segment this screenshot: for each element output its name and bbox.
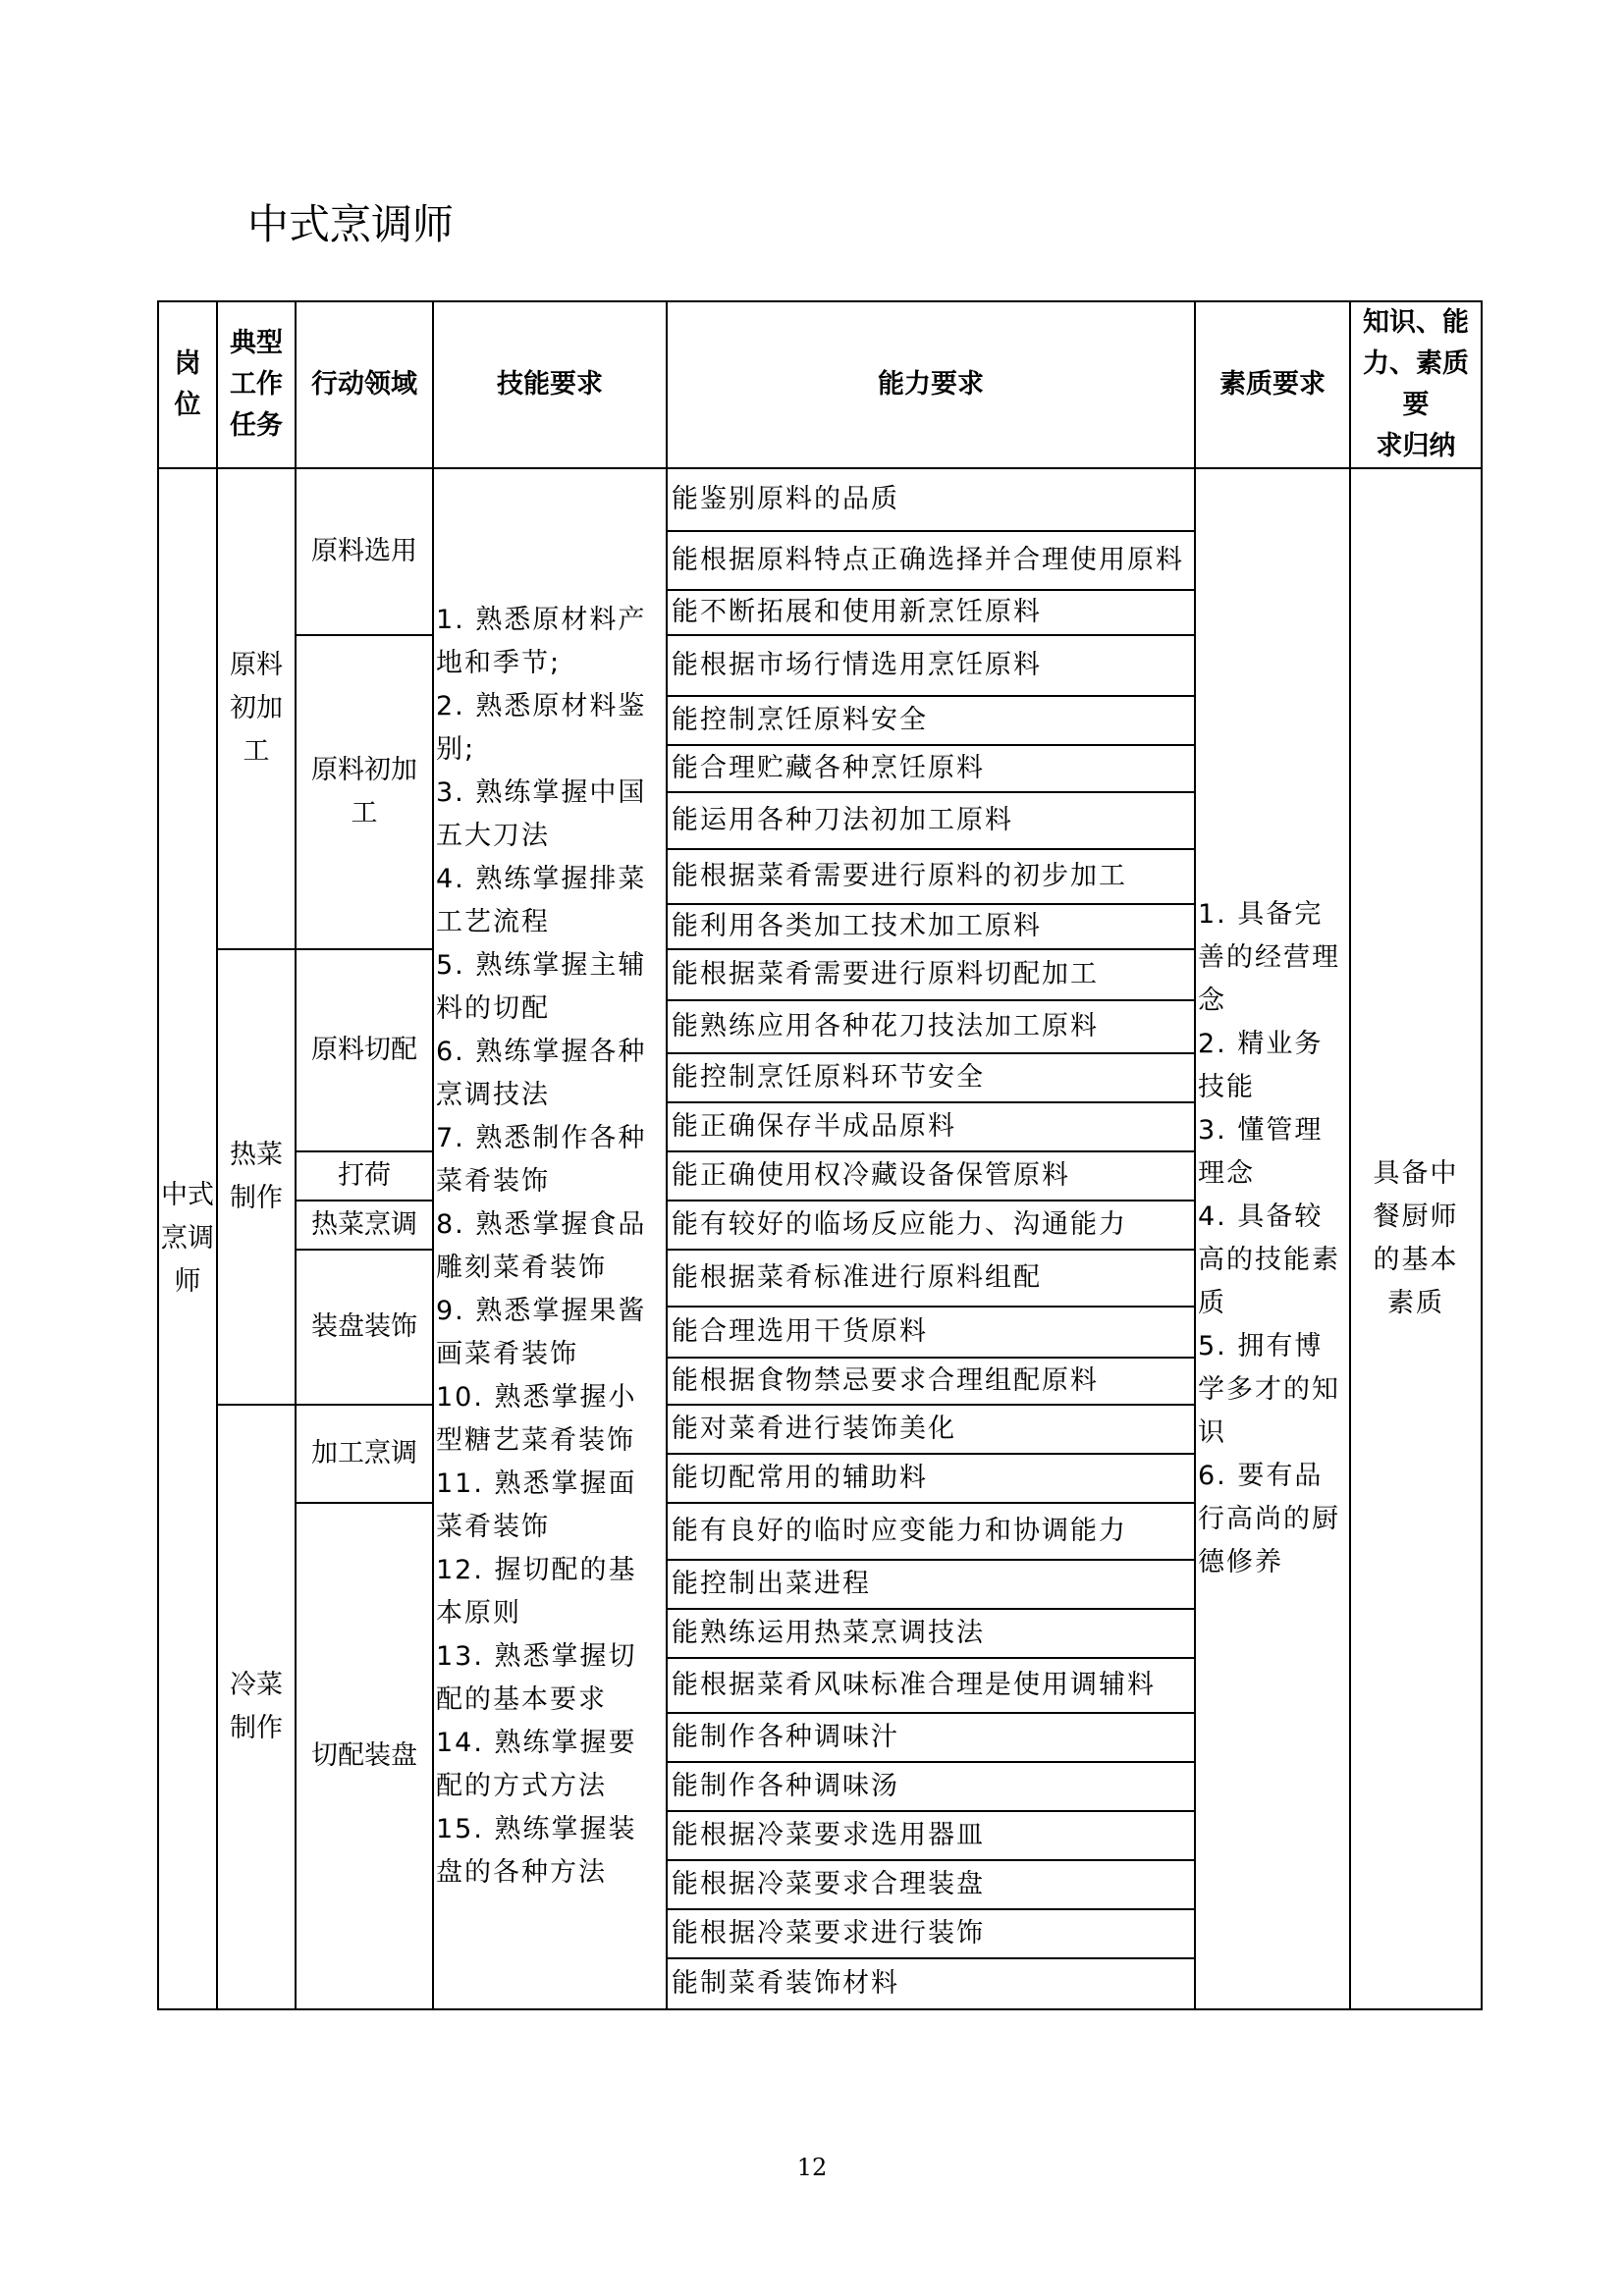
task-cell-2: 热菜 制作	[217, 949, 296, 1405]
ability-item: 能制作各种调味汤	[667, 1762, 1195, 1811]
domain-cell-3: 原料切配	[296, 949, 433, 1151]
page-number: 12	[796, 2154, 828, 2181]
page-title: 中式烹调师	[247, 200, 455, 248]
summary-cell: 具备中餐厨师的基本素质	[1350, 468, 1482, 2009]
header-task: 典型 工作 任务	[217, 301, 296, 468]
ability-item: 能鉴别原料的品质	[667, 468, 1195, 531]
domain-cell-8: 切配装盘	[296, 1503, 433, 2009]
ability-item: 能合理贮藏各种烹饪原料	[667, 745, 1195, 792]
ability-item: 能不断拓展和使用新烹饪原料	[667, 590, 1195, 635]
header-domain: 行动领域	[296, 301, 433, 468]
ability-item: 能根据冷菜要求进行装饰	[667, 1909, 1195, 1958]
post-cell: 中式 烹调 师	[158, 468, 217, 2009]
domain-cell-7: 加工烹调	[296, 1405, 433, 1503]
ability-item: 能根据菜肴需要进行原料切配加工	[667, 949, 1195, 1000]
header-row	[158, 301, 1482, 468]
quality-requirements: 1. 具备完善的经营理念 2. 精业务技能 3. 懂管理理念 4. 具备较高的技能素质 5. 拥有博学多才的知识 6. 要有品行高尚的厨德修养	[1195, 468, 1350, 2009]
skill-requirements: 1. 熟悉原材料产地和季节; 2. 熟悉原材料鉴别; 3. 熟练掌握中国五大刀法 4. 熟练掌握排菜工艺流程 5. 熟练掌握主辅料的切配 6. 熟练掌握各种烹调技法 7. 熟悉制作各种菜肴装饰 8. 熟悉掌握食品雕刻菜肴装饰 9. 熟悉掌握果酱画菜肴装饰 10. 熟悉掌握小型糖艺菜肴装饰 11. 熟悉掌握面菜肴装饰 12. 握切配的基本原则 13. 熟悉掌握切配的基本要求 14. 熟练掌握要配的方式方法 15. 熟练掌握装盘的各种方法	[433, 468, 667, 2009]
ability-item: 能熟练应用各种花刀技法加工原料	[667, 1000, 1195, 1053]
ability-item: 能切配常用的辅助料	[667, 1454, 1195, 1503]
ability-item: 能根据食物禁忌要求合理组配原料	[667, 1358, 1195, 1405]
ability-item: 能根据菜肴风味标准合理是使用调辅料	[667, 1658, 1195, 1713]
ability-item: 能有良好的临时应变能力和协调能力	[667, 1503, 1195, 1560]
ability-item: 能熟练运用热菜烹调技法	[667, 1609, 1195, 1658]
domain-cell-1: 原料选用	[296, 468, 433, 635]
ability-item: 能根据菜肴标准进行原料组配	[667, 1250, 1195, 1307]
competency-table	[157, 300, 1483, 2010]
domain-cell-6: 装盘装饰	[296, 1250, 433, 1405]
ability-item: 能正确使用权冷藏设备保管原料	[667, 1151, 1195, 1201]
domain-cell-2: 原料初加 工	[296, 635, 433, 949]
ability-item: 能运用各种刀法初加工原料	[667, 792, 1195, 849]
ability-item: 能制菜肴装饰材料	[667, 1958, 1195, 2009]
header-skill: 技能要求	[433, 301, 667, 468]
header-post: 岗 位	[158, 301, 217, 468]
ability-item: 能利用各类加工技术加工原料	[667, 904, 1195, 949]
task-cell-3: 冷菜 制作	[217, 1405, 296, 2009]
ability-item: 能根据原料特点正确选择并合理使用原料	[667, 531, 1195, 590]
ability-item: 能根据冷菜要求合理装盘	[667, 1860, 1195, 1909]
header-quality: 素质要求	[1195, 301, 1350, 468]
table-row	[158, 468, 1482, 531]
ability-item: 能对菜肴进行装饰美化	[667, 1405, 1195, 1454]
domain-cell-5: 热菜烹调	[296, 1201, 433, 1250]
ability-item: 能控制出菜进程	[667, 1560, 1195, 1609]
ability-item: 能控制烹饪原料环节安全	[667, 1053, 1195, 1102]
ability-item: 能制作各种调味汁	[667, 1713, 1195, 1762]
ability-item: 能控制烹饪原料安全	[667, 696, 1195, 745]
ability-item: 能根据市场行情选用烹饪原料	[667, 635, 1195, 696]
header-ability: 能力要求	[667, 301, 1195, 468]
header-summary: 知识、能 力、素质要 求归纳	[1350, 301, 1482, 468]
ability-item: 能合理选用干货原料	[667, 1307, 1195, 1358]
ability-item: 能根据菜肴需要进行原料的初步加工	[667, 849, 1195, 904]
domain-cell-4: 打荷	[296, 1151, 433, 1201]
ability-item: 能根据冷菜要求选用器皿	[667, 1811, 1195, 1860]
ability-item: 能有较好的临场反应能力、沟通能力	[667, 1201, 1195, 1250]
task-cell-1: 原料 初加 工	[217, 468, 296, 949]
ability-item: 能正确保存半成品原料	[667, 1102, 1195, 1151]
